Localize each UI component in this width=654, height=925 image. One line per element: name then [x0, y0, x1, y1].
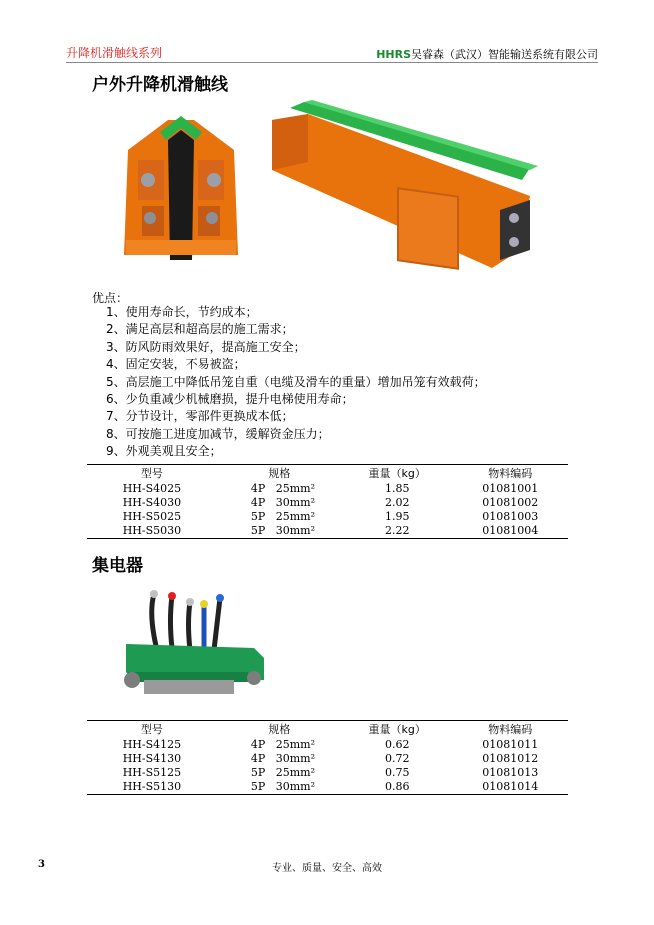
cell-code: 01081013	[482, 766, 539, 779]
advantage-item: 4、固定安装，不易被盗；	[106, 357, 246, 372]
cell-model: HH-S5125	[122, 766, 182, 779]
cell-model: HH-S4125	[122, 738, 182, 751]
cell-spec: 4P 30mm²	[250, 496, 316, 509]
advantage-item: 5、高层施工中降低吊笼自重（电缆及滑车的重量）增加吊笼有效载荷；	[106, 374, 486, 389]
header-series-title: 升降机滑触线系列	[66, 46, 163, 60]
cell-model: HH-S5030	[87, 524, 217, 539]
collector-photo	[104, 588, 272, 702]
advantages-list	[106, 304, 486, 461]
cell-spec: 4P 25mm²	[250, 738, 316, 751]
advantages-heading: 优点：	[92, 291, 129, 305]
cell-code: 01081003	[482, 510, 539, 523]
rail-segment-photo	[268, 100, 540, 270]
cell-model: HH-S4025	[122, 482, 182, 495]
table-row	[87, 766, 568, 780]
header-company	[376, 46, 598, 62]
cell-code: 01081004	[453, 524, 568, 539]
cell-weight: 0.75	[384, 766, 410, 779]
table-row	[87, 780, 568, 795]
table-row	[87, 510, 568, 524]
advantage-item: 8、可按施工进度加减节，缓解资金压力；	[106, 426, 330, 441]
cell-weight: 0.62	[384, 738, 410, 751]
brand-logo-text: HHRS	[376, 48, 411, 61]
header-divider	[66, 62, 598, 63]
cell-weight: 2.22	[342, 524, 453, 539]
cell-code: 01081001	[482, 482, 539, 495]
collector-spec-table	[87, 720, 568, 795]
cell-model: HH-S4030	[122, 496, 182, 509]
cell-model: HH-S5025	[122, 510, 182, 523]
cell-spec: 5P 30mm²	[217, 780, 342, 795]
rail-spec-table	[87, 464, 568, 539]
cell-model: HH-S4130	[122, 752, 182, 765]
company-name: 吴睿森（武汉）智能输送系统有限公司	[411, 48, 598, 61]
cell-weight: 0.86	[342, 780, 453, 795]
table-row	[87, 738, 568, 752]
cell-spec: 5P 25mm²	[250, 766, 316, 779]
cell-code: 01081012	[482, 752, 539, 765]
col-header-code: 物料编码	[488, 722, 533, 736]
table-row	[87, 524, 568, 539]
cell-code: 01081002	[482, 496, 539, 509]
cell-spec: 5P 25mm²	[250, 510, 316, 523]
col-header-model: 型号	[140, 722, 163, 736]
cell-spec: 4P 25mm²	[250, 482, 316, 495]
advantage-item: 9、外观美观且安全；	[106, 444, 222, 459]
col-header-spec: 规格	[268, 722, 291, 736]
cell-weight: 0.72	[384, 752, 410, 765]
cell-code: 01081014	[453, 780, 568, 795]
col-header-weight: 重量（kg）	[368, 466, 426, 480]
table-row	[87, 482, 568, 496]
cell-code: 01081011	[482, 738, 539, 751]
footer-slogan: 专业、质量、安全、高效	[272, 863, 382, 874]
advantage-item: 1、使用寿命长，节约成本；	[106, 305, 258, 319]
col-header-model: 型号	[140, 466, 163, 480]
page-number: 3	[38, 859, 45, 870]
cell-weight: 1.85	[384, 482, 410, 495]
cell-weight: 2.02	[384, 496, 410, 509]
advantage-item: 3、防风防雨效果好，提高施工安全；	[106, 339, 306, 354]
section-title-collector: 集电器	[92, 556, 143, 576]
col-header-spec: 规格	[268, 466, 291, 480]
col-header-code: 物料编码	[488, 466, 533, 480]
cell-spec: 4P 30mm²	[250, 752, 316, 765]
advantage-item: 2、满足高层和超高层的施工需求；	[106, 322, 294, 337]
col-header-weight: 重量（kg）	[368, 722, 426, 736]
rail-cross-section-photo	[118, 110, 244, 262]
cell-weight: 1.95	[384, 510, 410, 523]
cell-model: HH-S5130	[87, 780, 217, 795]
cell-spec: 5P 30mm²	[217, 524, 342, 539]
advantage-item: 7、分节设计，零部件更换成本低；	[106, 409, 294, 424]
section-title-outdoor-rail: 户外升降机滑触线	[92, 75, 228, 95]
advantage-item: 6、少负重减少机械磨损，提升电梯使用寿命；	[106, 391, 354, 406]
table-row	[87, 752, 568, 766]
table-row	[87, 496, 568, 510]
